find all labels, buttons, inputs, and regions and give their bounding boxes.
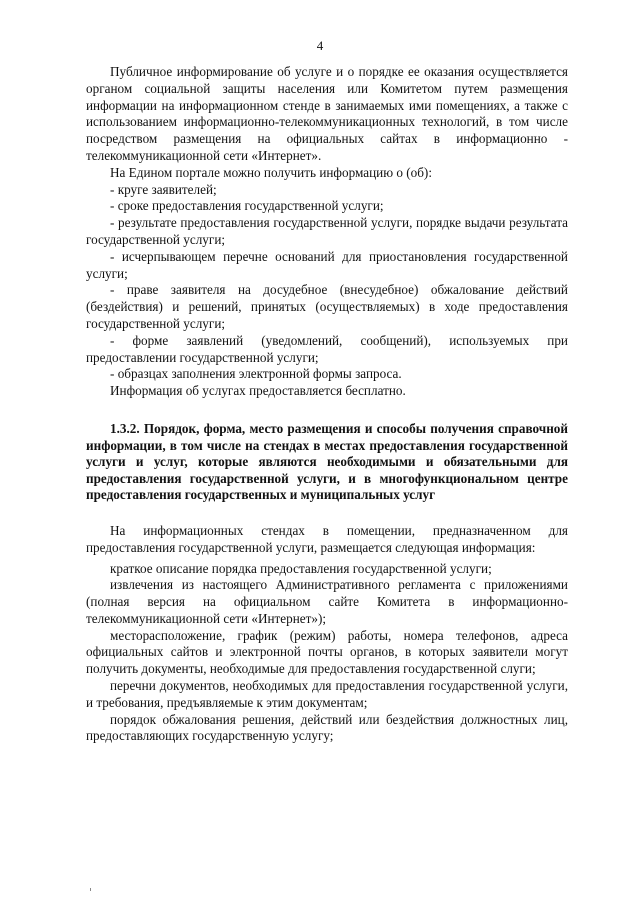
list-item: - круге заявителей; xyxy=(110,181,217,197)
list-item: извлечения из настоящего Административного регламента с приложениями (полная версия на официальном сайте Комитета в информационно-телекоммуникационной сети «Интернет»); xyxy=(86,577,568,626)
free-service-note: Информация об услугах предоставляется бесплатно. xyxy=(110,383,406,399)
public-info-paragraph: Публичное информирование об услуге и о порядке ее оказания осуществляется органом социальной защиты населения или Комитетом путем размещения информации на информационном стенде в занимаемых ими помещениях, а также с использованием информационно-телекоммуникационных технологий, в том числе посредством размещения на официальных сайтах в информационно - телекоммуникационной сети «Интернет». xyxy=(86,64,568,163)
portal-intro-paragraph: На Едином портале можно получить информацию о (об): xyxy=(110,164,432,180)
list-item: - образцах заполнения электронной формы запроса. xyxy=(110,366,402,382)
section-heading: 1.3.2. Порядок, форма, место размещения и способы получения справочной информации, в том числе на стендах в местах предоставления государственной услуги и услуг, которые являются необходимыми и обязательными для предоставления государственной услуги, и в многофункциональном центре предоставления государственных и муниципальных услуг xyxy=(86,420,568,503)
list-item: - форме заявлений (уведомлений, сообщений), используемых при предоставлении государственной услуги; xyxy=(86,332,568,365)
stand-info-list xyxy=(86,561,568,746)
portal-info-list xyxy=(86,182,568,384)
list-item: - исчерпывающем перечне оснований для приостановления государственной услуги; xyxy=(86,248,568,281)
scan-mark xyxy=(90,888,91,891)
list-item: месторасположение, график (режим) работы, номера телефонов, адреса официальных сайтов и электронной почты органов, в которых заявители могут получить документы, необходимые для предоставления государственной слуги; xyxy=(86,627,568,677)
page-number: 4 xyxy=(316,38,324,53)
list-item: краткое описание порядка предоставления государственной услуги; xyxy=(110,560,492,576)
list-item: порядок обжалования решения, действий или бездействия должностных лиц, предоставляющих государственную услугу; xyxy=(86,711,568,744)
list-item: - сроке предоставления государственной услуги; xyxy=(110,198,384,214)
list-item: - результате предоставления государственной услуги, порядке выдачи результата государственной услуги; xyxy=(86,215,568,247)
stands-intro-paragraph: На информационных стендах в помещении, предназначенном для предоставления государственной услуги, размещается следующая информация: xyxy=(86,522,568,555)
list-item: - праве заявителя на досудебное (внесудебное) обжалование действий (бездействия) и решений, принятых (осуществляемых) в ходе предоставления государственной услуги; xyxy=(86,282,568,331)
list-item: перечни документов, необходимых для предоставления государственной услуги, и требования, предъявляемые к этим документам; xyxy=(86,678,568,710)
page-content xyxy=(86,64,568,745)
